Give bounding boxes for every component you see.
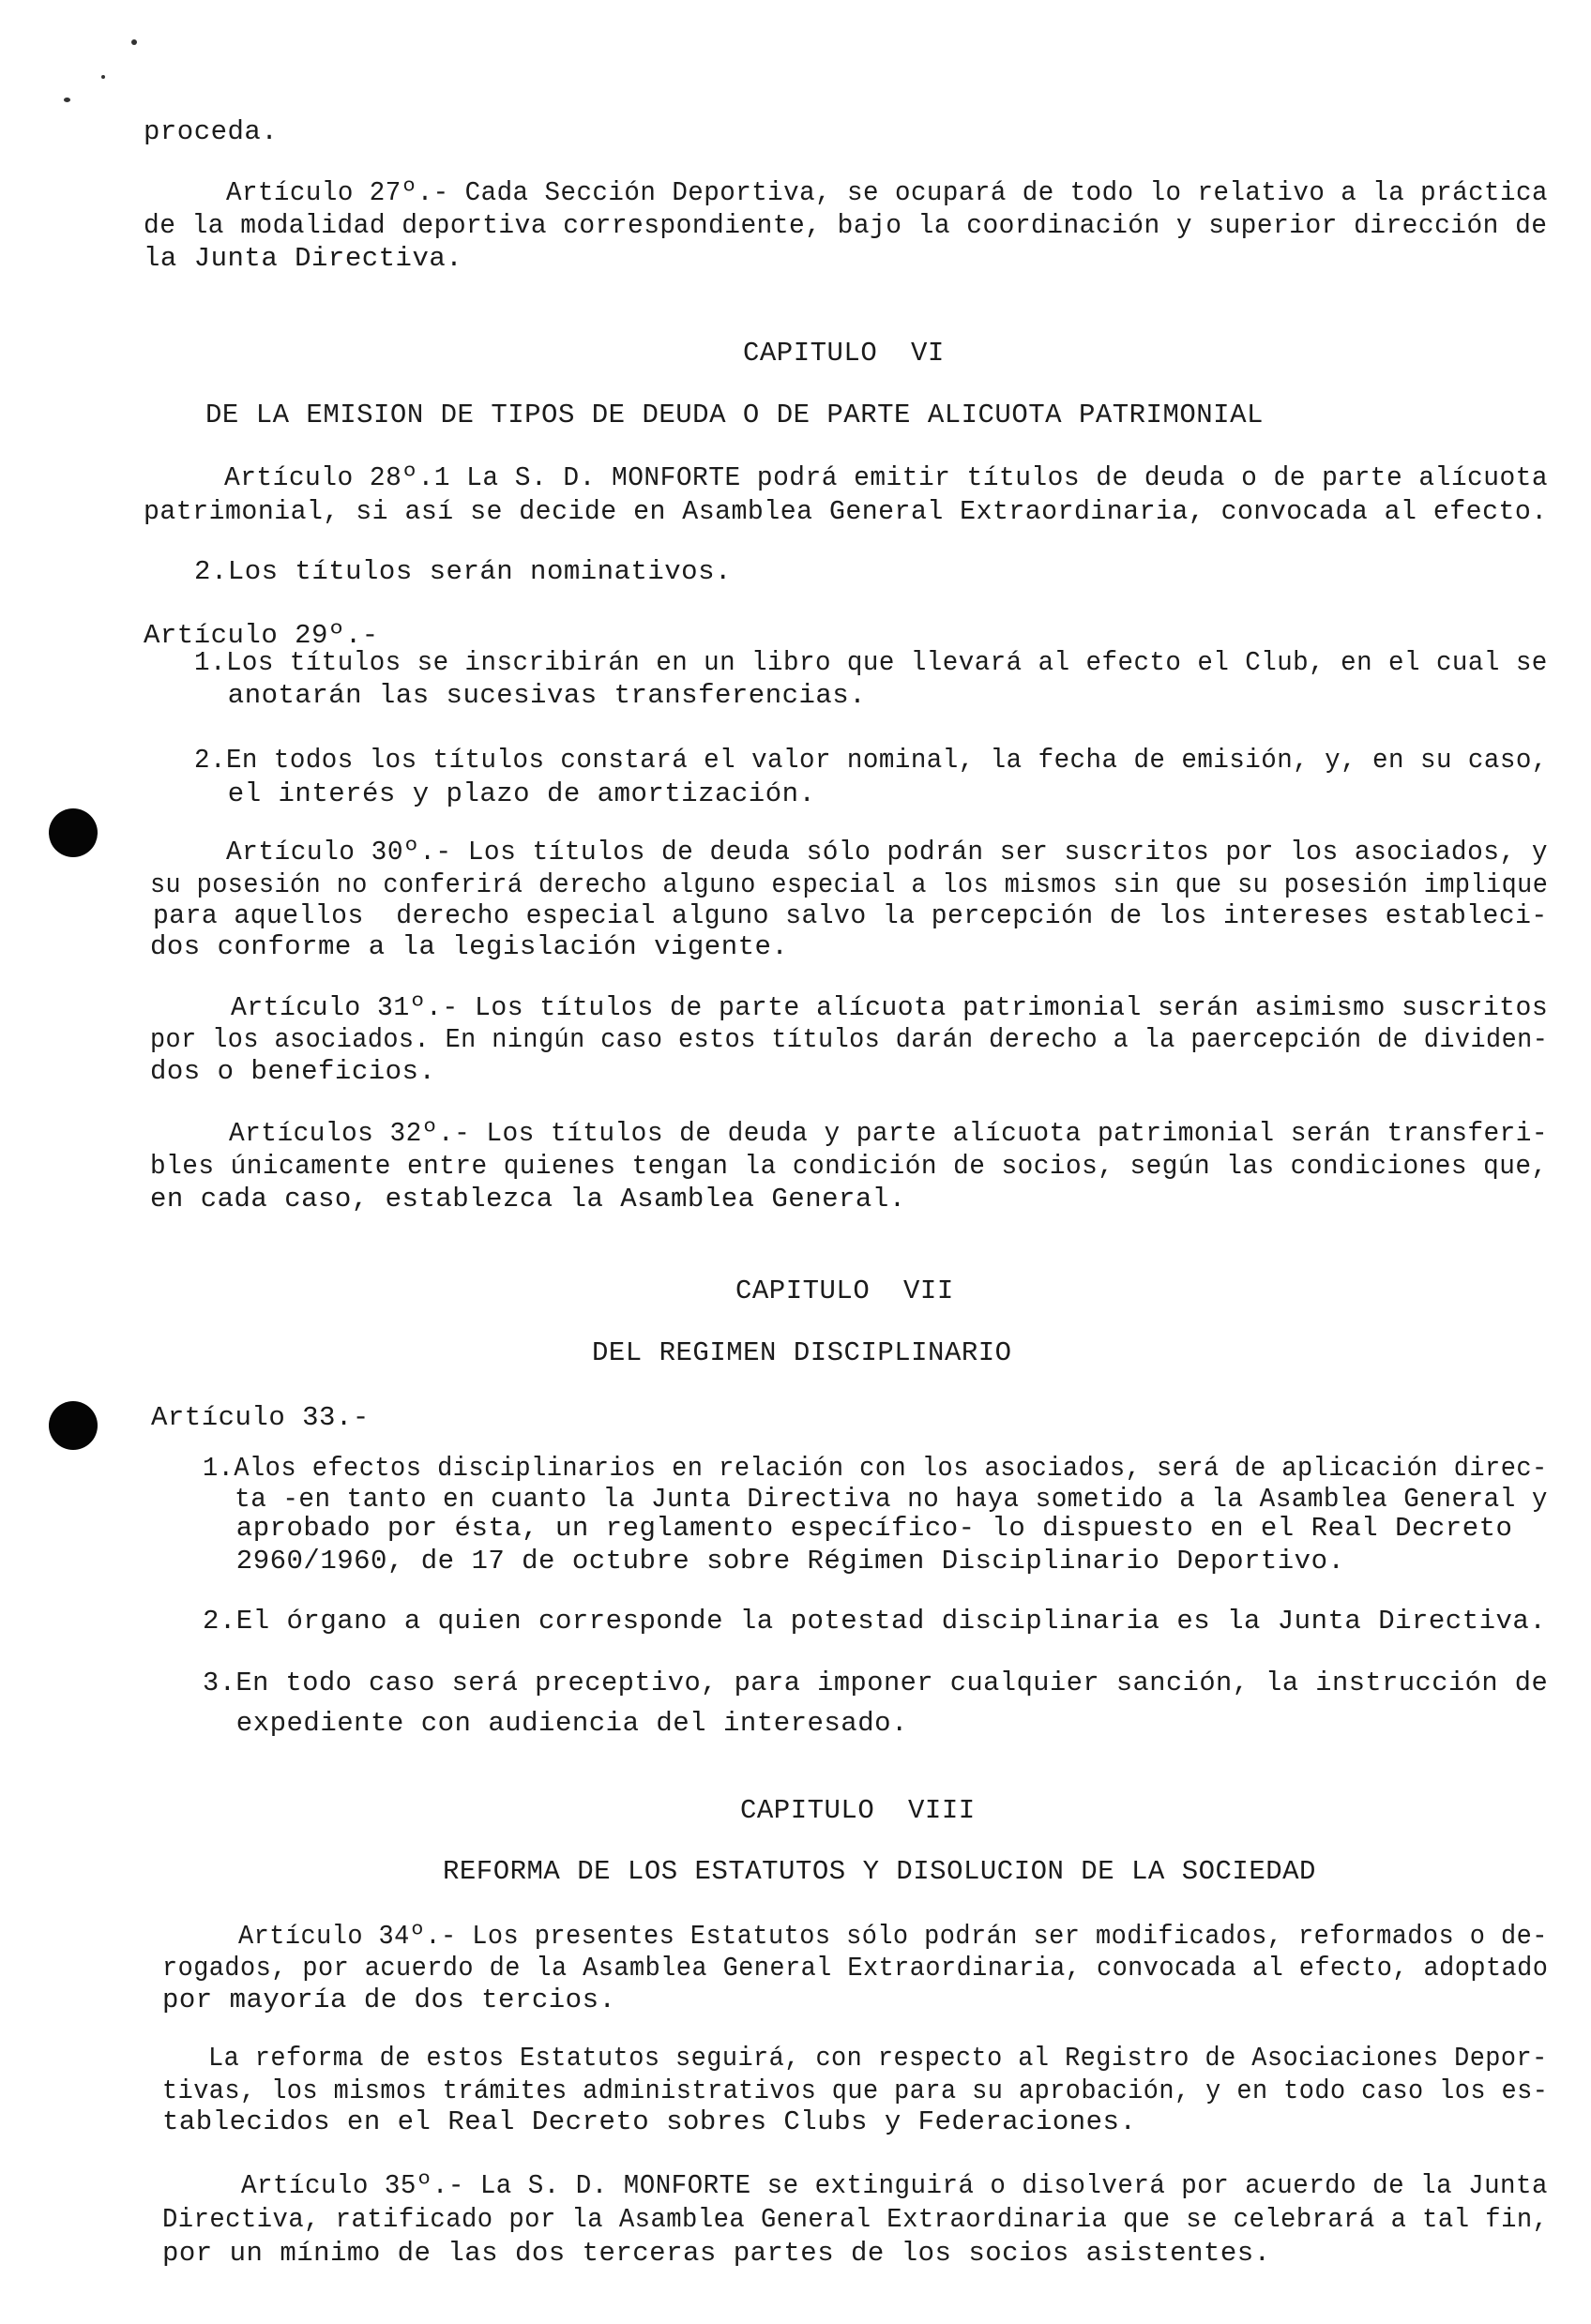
art29-heading: Artículo 29º.-: [144, 620, 379, 651]
art33-item-1: 1.Alos efectos disciplinarios en relación con los asociados, será de aplicación direc-: [203, 1453, 1548, 1484]
punch-hole-icon: [49, 808, 98, 857]
chapter-6-title: CAPITULO VI: [743, 338, 945, 369]
art33-heading: Artículo 33.-: [151, 1402, 370, 1433]
art35-line: Directiva, ratificado por la Asamblea General Extraordinaria que se celebrará a tal fin,: [162, 2204, 1549, 2235]
chapter-8-title: CAPITULO VIII: [740, 1795, 976, 1826]
art34-line: tablecidos en el Real Decreto sobres Clubs y Federaciones.: [162, 2106, 1137, 2137]
art31-line: por los asociados. En ningún caso estos títulos darán derecho a la paercepción de dividen-: [150, 1024, 1549, 1055]
art29-item-1: 1.Los títulos se inscribirán en un libro que llevará al efecto el Club, en el cual se: [194, 647, 1548, 678]
art30-line: su posesión no conferirá derecho alguno especial a los mismos sin que su posesión implique: [150, 869, 1549, 900]
ink-speck-icon: [131, 39, 137, 45]
art32-line: Artículos 32º.- Los títulos de deuda y parte alícuota patrimonial serán transferi-: [229, 1118, 1549, 1149]
text-line: proceda.: [144, 116, 279, 147]
art32-line: en cada caso, establezca la Asamblea General.: [150, 1184, 906, 1215]
ink-speck-icon: [64, 98, 70, 102]
art35-line: Artículo 35º.- La S. D. MONFORTE se extinguirá o disolverá por acuerdo de la Junta: [241, 2170, 1549, 2201]
art28-line: Artículo 28º.1 La S. D. MONFORTE podrá emitir títulos de deuda o de parte alícuota: [224, 462, 1549, 493]
art34-line: rogados, por acuerdo de la Asamblea General Extraordinaria, convocada al efecto, adoptado: [162, 1953, 1549, 1984]
art34-line: tivas, los mismos trámites administrativos que para su aprobación, y en todo caso los es-: [162, 2075, 1549, 2106]
art31-line: Artículo 31º.- Los títulos de parte alícuota patrimonial serán asimismo suscritos: [231, 992, 1549, 1023]
art30-line: dos conforme a la legislación vigente.: [150, 931, 789, 962]
art32-line: bles únicamente entre quienes tengan la condición de socios, según las condiciones que,: [150, 1151, 1548, 1182]
art34-line: La reforma de estos Estatutos seguirá, con respecto al Registro de Asociaciones Depor-: [208, 2043, 1548, 2074]
art33-item-3: expediente con audiencia del interesado.: [203, 1708, 908, 1739]
art27-line: de la modalidad deportiva correspondiente, bajo la coordinación y superior dirección de: [144, 210, 1548, 241]
art30-line: Artículo 30º.- Los títulos de deuda sólo podrán ser suscritos por los asociados, y: [226, 837, 1549, 868]
art33-item-1: 2960/1960, de 17 de octubre sobre Régimen Disciplinario Deportivo.: [203, 1546, 1345, 1577]
art29-item-2: el interés y plazo de amortización.: [194, 778, 816, 809]
art28-line: patrimonial, si así se decide en Asamblea General Extraordinaria, convocada al efecto.: [144, 496, 1548, 527]
art34-line: Artículo 34º.- Los presentes Estatutos sólo podrán ser modificados, reformados o de-: [238, 1921, 1548, 1952]
art33-item-1: ta -en tanto en cuanto la Junta Directiva no haya sometido a la Asamblea General y: [203, 1484, 1548, 1515]
art35-line: por un mínimo de las dos terceras partes de los socios asistentes.: [162, 2238, 1271, 2269]
art27-line: la Junta Directiva.: [144, 243, 463, 274]
art31-line: dos o beneficios.: [150, 1056, 436, 1087]
punch-hole-icon: [49, 1401, 98, 1450]
ink-speck-icon: [101, 75, 105, 79]
art33-item-2: 2.El órgano a quien corresponde la potestad disciplinaria es la Junta Directiva.: [203, 1606, 1547, 1637]
chapter-8-subtitle: REFORMA DE LOS ESTATUTOS Y DISOLUCION DE LA SOCIEDAD: [443, 1856, 1316, 1887]
chapter-7-subtitle: DEL REGIMEN DISCIPLINARIO: [592, 1337, 1012, 1368]
art34-line: por mayoría de dos tercios.: [162, 1984, 616, 2015]
art28-item: 2.Los títulos serán nominativos.: [194, 556, 732, 587]
art27-line: Artículo 27º.- Cada Sección Deportiva, se ocupará de todo lo relativo a la práctica: [226, 177, 1548, 208]
art29-item-1: anotarán las sucesivas transferencias.: [194, 680, 867, 711]
chapter-7-title: CAPITULO VII: [735, 1275, 954, 1306]
art30-line: para aquellos derecho especial alguno salvo la percepción de los intereses estableci-: [153, 900, 1548, 931]
art33-item-3: 3.En todo caso será preceptivo, para imponer cualquier sanción, la instrucción de: [203, 1668, 1549, 1698]
art29-item-2: 2.En todos los títulos constará el valor nominal, la fecha de emisión, y, en su caso,: [194, 745, 1548, 776]
chapter-6-subtitle: DE LA EMISION DE TIPOS DE DEUDA O DE PARTE ALICUOTA PATRIMONIAL: [205, 400, 1264, 430]
art33-item-1: aprobado por ésta, un reglamento específico- lo dispuesto en el Real Decreto: [203, 1513, 1513, 1544]
